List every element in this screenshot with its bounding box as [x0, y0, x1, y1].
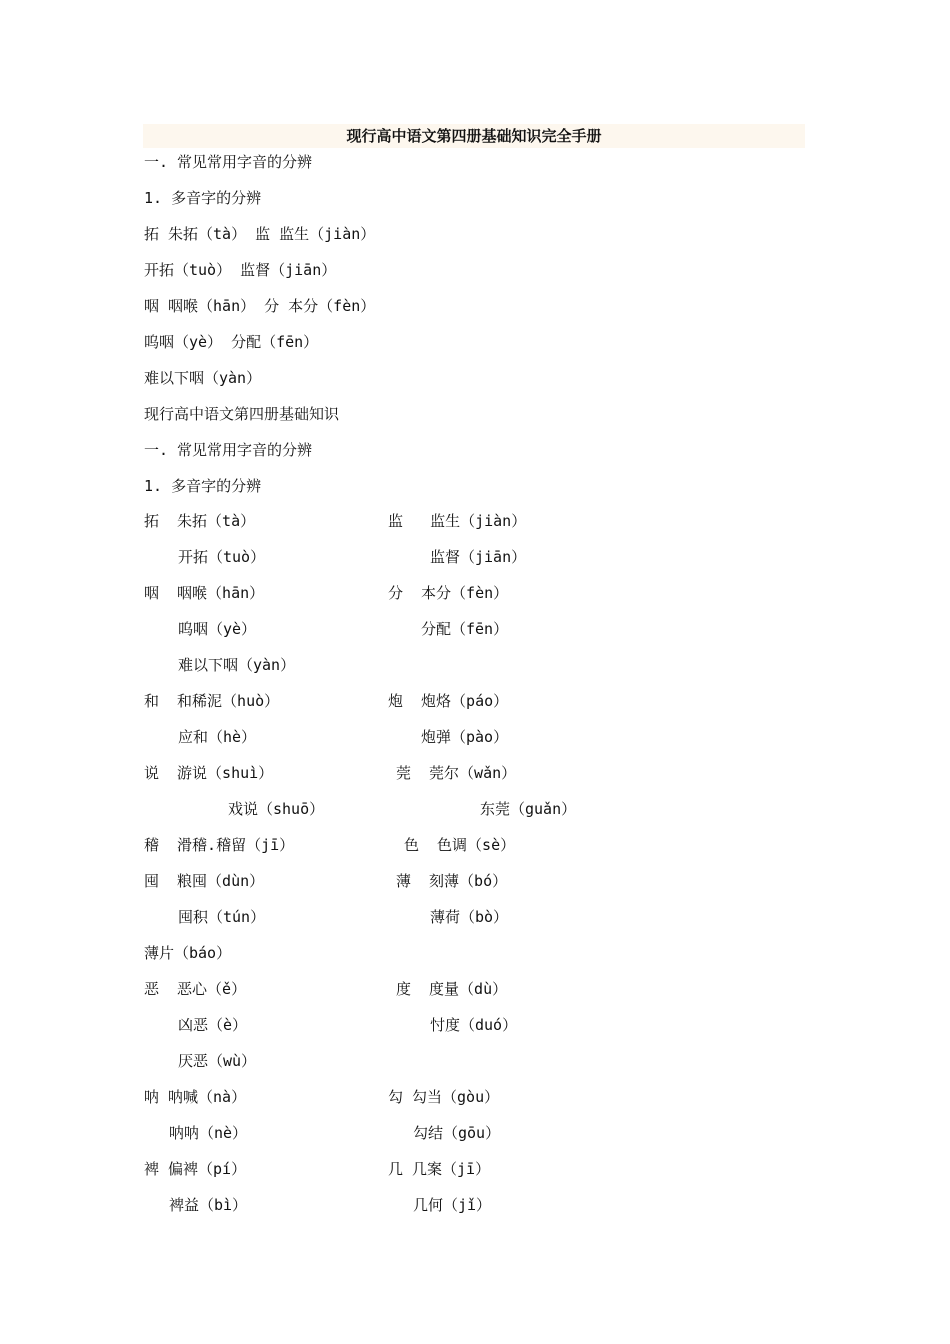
entry-left: 呜咽（yè） [178, 620, 257, 638]
subsection-heading: 1. 多音字的分辨 [144, 477, 262, 495]
entry-right: 炮弹（pào） [421, 728, 509, 746]
entry-right: 分 本分（fèn） [388, 584, 509, 602]
entry-left: 开拓（tuò） [178, 548, 266, 566]
entry-right: 炮 炮烙（páo） [388, 692, 509, 710]
entry-left: 薄片（báo） [144, 944, 232, 962]
entry-left: 和 和稀泥（huò） [144, 692, 280, 710]
entry-left: 稽 滑稽.稽留（jī） [144, 836, 295, 854]
entry-right: 薄 刻薄（bó） [396, 872, 508, 890]
entry-right: 几 几案（jī） [388, 1160, 491, 1178]
subsection-heading: 1. 多音字的分辨 [144, 189, 262, 207]
entry-right: 莞 莞尔（wǎn） [396, 764, 517, 782]
entry-left: 戏说（shuō） [228, 800, 325, 818]
entry-right: 勾结（gōu） [413, 1124, 501, 1142]
entry-left: 说 游说（shuì） [144, 764, 274, 782]
entry-right: 分配（fēn） [421, 620, 509, 638]
entry-left: 呐 呐喊（nà） [144, 1088, 247, 1106]
entry-right: 度 度量（dù） [396, 980, 508, 998]
entry-right: 薄荷（bò） [430, 908, 509, 926]
entry-left: 囤 粮囤（dùn） [144, 872, 265, 890]
entry-right: 东莞（guǎn） [480, 800, 577, 818]
page-title: 现行高中语文第四册基础知识完全手册 [346, 127, 602, 145]
text-line: 难以下咽（yàn） [144, 369, 262, 387]
entry-left: 呐呐（nè） [169, 1124, 248, 1142]
document-subtitle: 现行高中语文第四册基础知识 [144, 405, 340, 423]
entry-right: 勾 勾当（gòu） [388, 1088, 500, 1106]
text-line: 咽 咽喉（hān） 分 本分（fèn） [144, 297, 376, 315]
entry-left: 囤积（tún） [178, 908, 266, 926]
entry-left: 拓 朱拓（tà） [144, 512, 256, 530]
section-heading: 一. 常见常用字音的分辨 [144, 441, 313, 459]
text-line: 开拓（tuò） 监督（jiān） [144, 261, 337, 279]
entry-left: 厌恶（wù） [178, 1052, 257, 1070]
entry-right: 监督（jiān） [430, 548, 527, 566]
section-heading: 一. 常见常用字音的分辨 [144, 153, 313, 171]
text-line: 呜咽（yè） 分配（fēn） [144, 333, 319, 351]
entry-left: 咽 咽喉（hān） [144, 584, 265, 602]
entry-right: 监 监生（jiàn） [388, 512, 527, 530]
entry-left: 难以下咽（yàn） [178, 656, 296, 674]
entry-right: 色 色调（sè） [404, 836, 516, 854]
entry-left: 凶恶（è） [178, 1016, 248, 1034]
entry-left: 应和（hè） [178, 728, 257, 746]
entry-right: 忖度（duó） [430, 1016, 518, 1034]
entry-left: 裨 偏裨（pí） [144, 1160, 247, 1178]
entry-left: 裨益（bì） [169, 1196, 248, 1214]
entry-right: 几何（jǐ） [413, 1196, 492, 1214]
entry-left: 恶 恶心（ě） [144, 980, 247, 998]
text-line: 拓 朱拓（tà） 监 监生（jiàn） [144, 225, 376, 243]
